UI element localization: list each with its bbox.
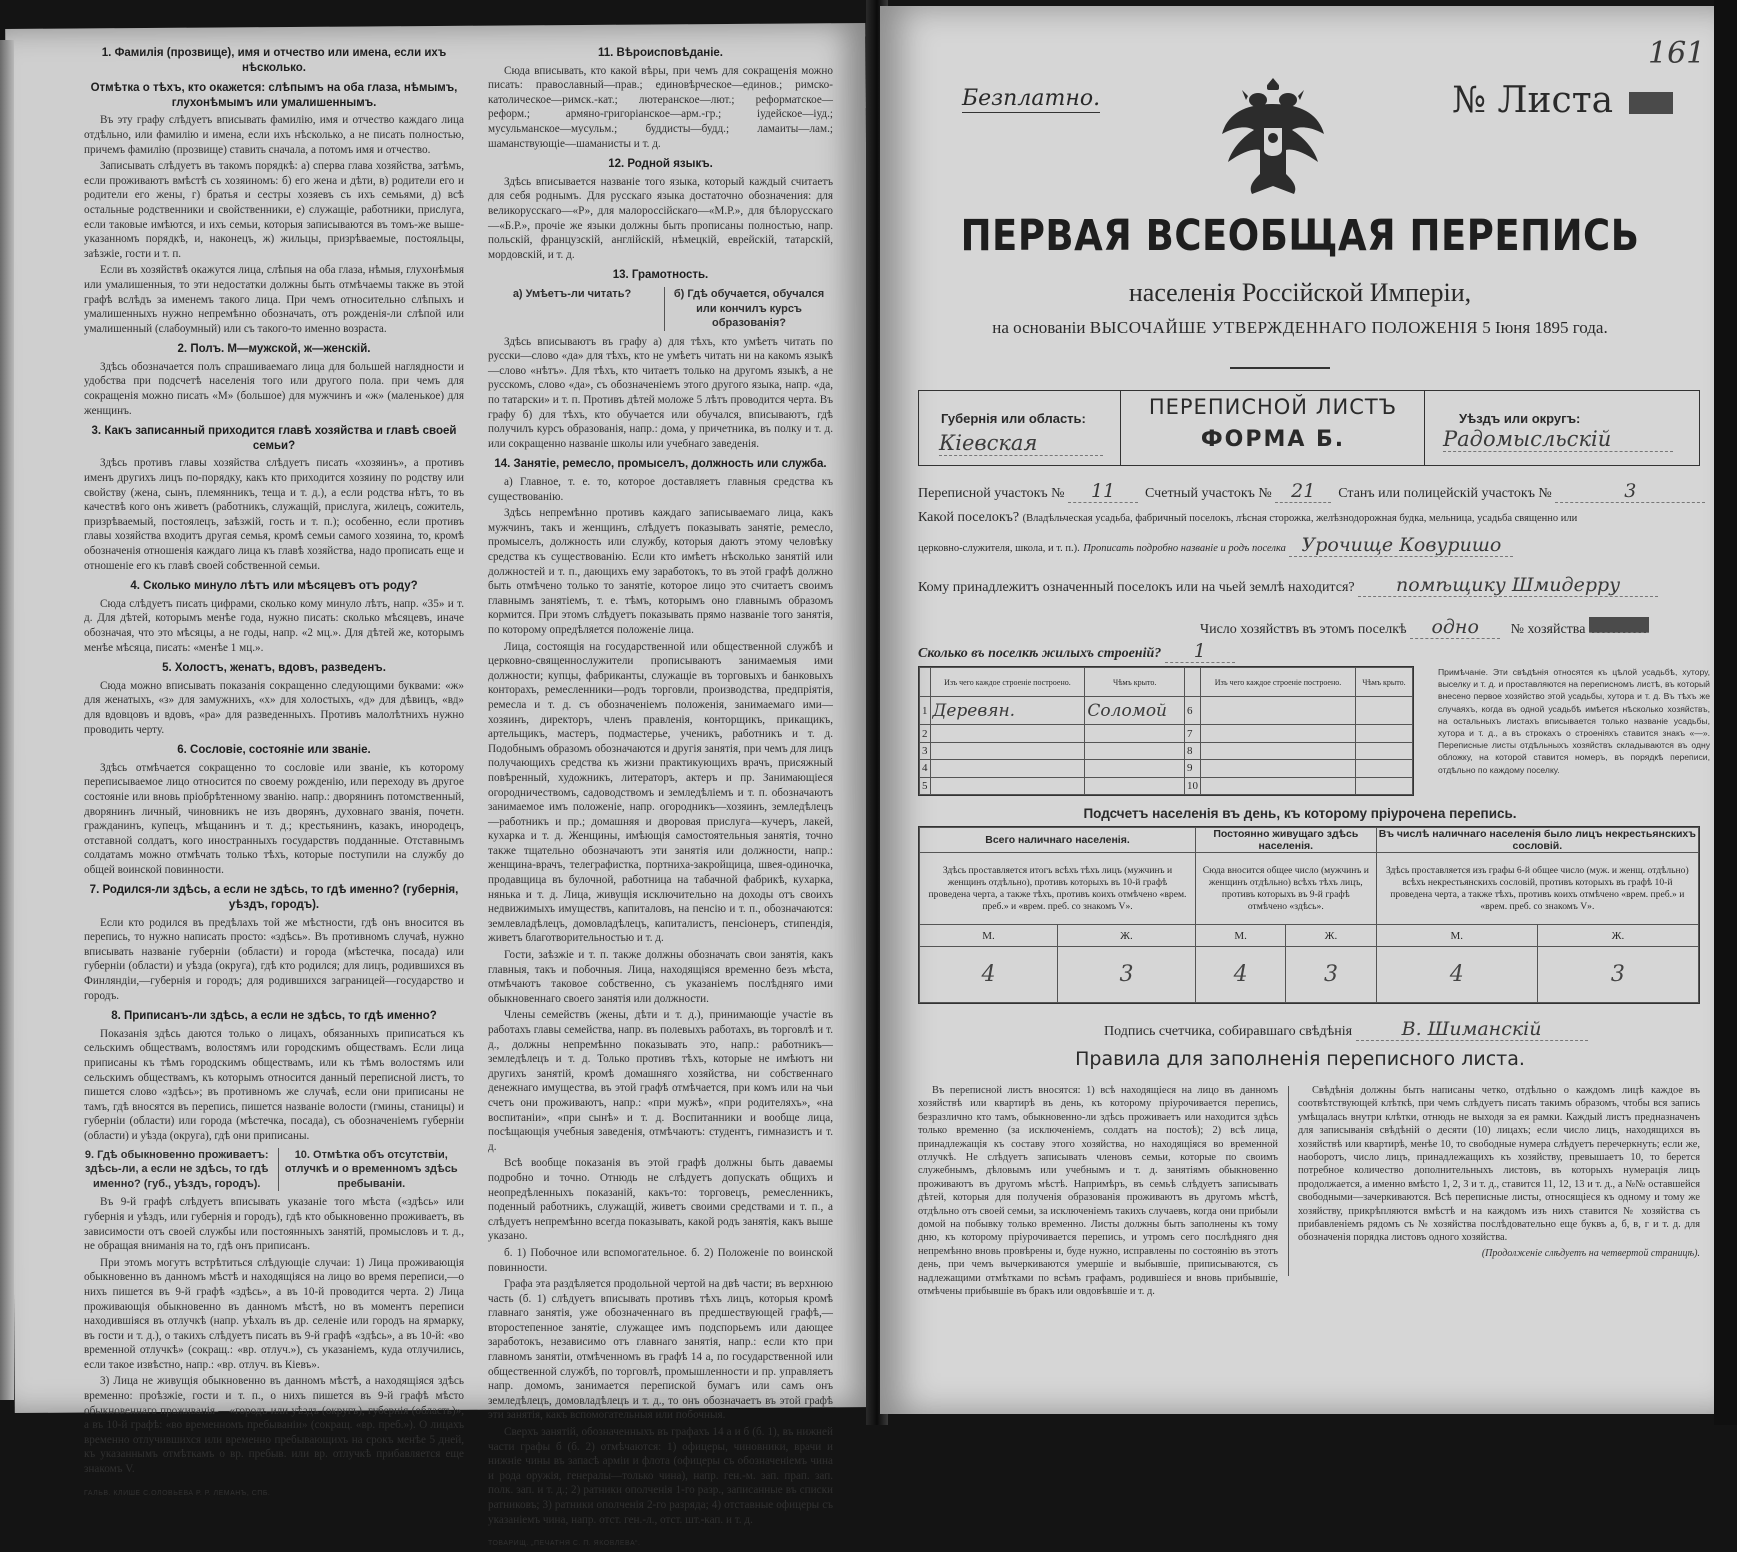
building-row [920, 760, 1413, 777]
count-section-value: 21 [1275, 480, 1331, 503]
settlement-note-2: церковно-служителя, школа, и т. п.). [918, 543, 1080, 554]
building-material [930, 742, 1085, 759]
building-material [1201, 760, 1356, 777]
census-section-label: Переписной участокъ № [918, 486, 1065, 501]
district-label: Уѣздъ или округъ: [1459, 411, 1581, 426]
paragraph: Здѣсь непремѣнно противъ каждаго записываемаго лица, какъ мужчинъ, такъ и женщинъ, слѣдуетъ показывать занятіе, ремесло, промыселъ, должность или службу, которыя даютъ этому человѣку средства къ существованію. Если кто имѣетъ нѣсколько занятій или должностей и т. п., дающихъ ему заработокъ, то въ этой графѣ должно быть отмѣчено только то занятіе, которое лицо это считаетъ своимъ главнымъ занятіемъ, т. е. тѣмъ, которымъ оно главнымъ образомъ кормится. При этомъ слѣдуетъ показывать прямо названіе того занятія, по которому опредѣляется положеніе лица. [488, 507, 833, 636]
material-header-2: Изъ чего каждое строеніе построено. [1201, 668, 1356, 697]
buildings-label: Сколько въ поселкѣ жилыхъ строеній? [918, 646, 1162, 661]
sheet-number-label: № Листа [1452, 80, 1614, 121]
settlement-row-2 [918, 534, 1513, 557]
building-number: 1 [920, 697, 931, 725]
buildings-value: 1 [1165, 640, 1235, 663]
household-number-value [1589, 617, 1649, 633]
paragraph: Если кто родился въ предѣлахъ той же мѣстности, гдѣ онъ вносится въ перепись, то нужно написать просто: «здѣсь». Въ противномъ случаѣ, нужно вписывать названіе губерніи (области) и города (мѣстечка, посада) или губерніи (области) и уѣзда (округа), гдѣ кто родился; для лицъ, родившихся въ Финляндіи,—губернія и городъ; для родившихся заграницей—государство и городъ. [84, 916, 464, 1002]
owner-value: помѣщику Шмидерру [1358, 574, 1658, 597]
female-header: Ж. [1537, 925, 1698, 947]
population-title: Подсчетъ населенія въ день, къ которому пріурочена перепись. [1083, 806, 1517, 821]
paragraph: Здѣсь вписывается названіе того языка, который каждый считаетъ для себя роднымъ. Для русскаго языка достаточно обозначения: для великорусскаго—«Р», для малороссійскаго—«М.Р.», для бѣлорусскаго—«Б.Р.», прочіе же языки должны быть прописаны полностью, напр. польскій, французскій, англійскій, нѣмецкій, еврейскій, татарскій, мордовскій, и т. д. [488, 175, 833, 261]
building-number: 9 [1185, 760, 1201, 777]
building-number: 4 [920, 760, 931, 777]
population-group-desc: Сюда вносится общее число (мужчинъ и женщинъ отдѣльно) всѣхъ тѣхъ лицъ, противъ которыхъ въ 9-й графѣ отмѣчено «здѣсь». [1195, 853, 1376, 925]
num-header-2 [1185, 668, 1201, 697]
rules-title: Правила для заполненія переписного листа. [1075, 1048, 1525, 1070]
instructions-column-2 [488, 40, 833, 1552]
building-roof [1355, 697, 1412, 725]
heading-left: а) Умѣетъ-ли читать? [512, 287, 632, 300]
paragraph: Сюда вписывать, кто какой вѣры, при чемъ для сокращенія можно писать: православный—прав.; единовѣрческое—единов.; римско-католическое—римск.-кат.; лютеранское—лют.; реформатское—реформ.; армяно-григоріанское—арм.-гр.; іудейское—іуд.; мусульманское—мусульм.; буддисты—будд.; ламаиты—лам.; шаманствующіе—шаманисты и т. д. [488, 64, 833, 150]
paragraph: При этомъ могутъ встрѣтиться слѣдующіе случаи: 1) Лица проживающія обыкновенно въ данномъ мѣстѣ и находящіяся на лицо во время переписи,—о нихъ пишется въ 9-й графѣ «здѣсь», а въ 10-й проводится черта. 2) Лица проживающія обыкновенно въ данномъ мѣстѣ, но въ моментъ переписи находившіяся въ отлучкѣ (напр. уѣхалъ въ др. селеніе или городъ на ярмарку, въ гости и т. д.), о такихъ слѣдуетъ писать въ 9-й графѣ «здѣсь», а въ 10-й: «во временной отлучкѣ» (сокращ.: «вр. отлуч.»), съ указаніемъ, куда отлучились, если такое извѣстно, напр.: «вр. отлуч. въ Кіевъ». [84, 1256, 464, 1371]
paragraph: Въ эту графу слѣдуетъ вписывать фамилію, имя и отчество каждаго лица отдѣльно, или фамилію и имена, если ихъ нѣсколько, а не писать полностью, причемъ фамилію (прозвище) ставить сначала, а потомъ имя и отчество. [84, 114, 464, 156]
heading-right: 10. Отмѣтка объ отсутствіи, отлучкѣ и о временномъ здѣсь пребываніи. [278, 1148, 465, 1192]
roof-header-2: Чѣмъ крыто. [1355, 668, 1412, 697]
households-row [1200, 616, 1649, 639]
instructions-column-1 [84, 40, 464, 1501]
building-roof [1355, 742, 1412, 759]
building-material [1201, 777, 1356, 794]
roof-header: Чѣмъ крыто. [1085, 668, 1185, 697]
page-stack-edge [0, 40, 14, 1400]
buildings-note: Примѣчаніе. Эти свѣдѣнія относятся къ цѣлой усадьбѣ, хутору, выселку и т. д. и проставляются на переписномъ листѣ, въ который внесено первое хозяйство этой усадьбы, хутора и т. д. Въ тѣхъ же случаяхъ, когда въ одной усадьбѣ имѣется нѣсколько хозяйствъ, на остальныхъ листахъ вписывается только названіе усадьбы, хутора и т. д., а въ строкахъ о строеніяхъ ставится знакъ «—». Переписные листы отдѣльныхъ хозяйствъ складываются въ одну обложку, на которой ставится номеръ, въ порядкѣ переписи, отдѣльно по каждому поселку. [1438, 667, 1710, 775]
paragraph: Здѣсь обозначается полъ спрашиваемаго лица для большей наглядности и удобства при подсчетѣ населенія того или другого пола. при чемъ для сокращенія можно писать «М» (большое) для мужчинъ и «ж» (маленькое) для женщинъ. [84, 360, 464, 417]
population-values-row [920, 947, 1699, 1003]
paragraph: Сверхъ занятій, обозначенныхъ въ графахъ 14 а и б (б. 1), въ нижней части графы б (б. 2) отмѣчаются: 1) офицеры, чиновники, врачи и нижніе чины въ запасѣ арміи и флота (офицеры съ обозначеніемъ чина и рода оружія, генералы—только чина), напр. ген.-м. зап. прап. зап. полк. зап. и т. д.; 2) ратники ополченія 1-го разр., записанные въ списки ратниковъ; 3) ратники ополченія 2-го разряда; 4) отставные офицеры съ указаніемъ чина, напр. отст. ген.-л., отст. шт.-кап. и т. д. [488, 1426, 833, 1526]
free-of-charge-label: Безплатно. [962, 86, 1101, 111]
district-cell [1425, 391, 1699, 465]
sheet-number [1452, 80, 1673, 121]
heading-left: 9. Гдѣ обыкновенно проживаетъ: здѣсь-ли, а если не здѣсь, то гдѣ именно? (губ., уѣздъ, городъ). [84, 1148, 269, 1190]
settlement-row [918, 510, 1577, 526]
building-number: 3 [920, 742, 931, 759]
paragraph: Гости, заѣзжіе и т. п. также должны обозначать свои занятія, какъ главныя, такъ и побочныя. Лица, находящіяся временно безъ мѣста, отмѣчаютъ таковое собственно, съ указаніемъ послѣдняго ими обыкновеннаго своего занятія или должности. [488, 949, 833, 1005]
building-material [1201, 697, 1356, 725]
paragraph: 3) Лица не живущія обыкновенно въ данномъ мѣстѣ, а находящіяся здѣсь временно: проѣзжіе, гости и т. п., о нихъ пишется въ 9-й графѣ мѣсто обыкновеннаго проживанія —«городъ или уѣздъ (округъ), губернія (область)», а въ 10-й графѣ: «во временномъ пребываніи» (сокращ. «вр. преб.»). О лицахъ временно отлучившихся или временно пребывающихъ на срокъ менѣе 5 дней, къ указаннымъ отмѣткамъ о вр. пребыв. или вр. отлучкѣ прибавляется еще знакомъ V. [84, 1375, 464, 1476]
rules-column-2 [1298, 1084, 1700, 1260]
building-number: 10 [1185, 777, 1201, 794]
rules-text-2: Свѣдѣнія должны быть написаны четко, отдѣльно о каждомъ лицѣ каждое въ соотвѣтствующей клѣткѣ, при чемъ слѣдуетъ писать такимъ образомъ, чтобы вся запись умѣщалась внутри клѣтки, отнюдь не выходя за ея рамки. Каждый листъ предназначенъ для записыванія свѣдѣній о десяти (10) лицахъ; если число лицъ, находящихся въ хозяйствѣ или квартирѣ, менѣе 10, то свободные нумера слѣдуетъ перечеркнуть; если же, наоборотъ, число лицъ, принадлежащихъ къ хозяйству, превышаетъ 10, то берется потребное количество дополнительныхъ листовъ, въ которыхъ нумерація лицъ продолжается, а именно вмѣсто 1, 2, 3 и т. д., ставится 11, 12, 13 и т. д., а №№ оставшейся свободными—зачеркиваются. Всѣ переписные листы, относящіеся къ одному и тому же хозяйству, прикрѣпляются вмѣстѣ и на каждомъ изъ нихъ ставится № хозяйства съ прибавленіемъ рядомъ съ № хозяйства послѣдовательно еще буквъ а, б, в, г и т. д. для обозначенія порядка листовъ одного хозяйства. [1298, 1085, 1700, 1244]
buildings-header-row [920, 668, 1413, 697]
building-number: 7 [1185, 725, 1201, 742]
household-number-label: № хозяйства [1510, 622, 1586, 637]
basis-prefix: на основаніи [992, 318, 1086, 337]
paragraph: Если въ хозяйствѣ окажутся лица, слѣпыя на оба глаза, нѣмыя, глухонѣмыя или умалишенныя, то эти недостатки должны быть отмѣчаемы также въ этой графѣ вслѣдъ за именемъ такого лица. При чемъ относительно слѣпыхъ и умалишенныхъ нужно непремѣнно обозначать, отъ рожденія-ли слѣпой или умалишенный (слабоумный) или съ такого-то именно возраста. [84, 264, 464, 335]
section-heading: 4. Сколько минуло лѣтъ или мѣсяцевъ отъ роду? [130, 580, 418, 593]
paragraph: Всѣ вообще показанія въ этой графѣ должны быть даваемы подробно и точно. Отнюдь не слѣдуетъ допускать общихъ и неопредѣленныхъ показаній, какъ-то: торговецъ, ремесленникъ, поденный работникъ, служащій, живетъ своими средствами и т. п., а слѣдуетъ непремѣнно всегда показывать, какой родъ занятія, какъ выше указано. [488, 1157, 833, 1243]
police-section-value: 3 [1555, 480, 1705, 503]
population-sex-row [920, 925, 1699, 947]
female-count: 3 [1057, 947, 1195, 1003]
households-label: Число хозяйствъ въ этомъ поселкѣ [1200, 622, 1407, 637]
building-roof [1355, 777, 1412, 794]
building-roof [1355, 760, 1412, 777]
section-heading: 13. Грамотность. [612, 269, 709, 282]
population-group-desc: Здѣсь проставляется итогъ всѣхъ тѣхъ лицъ (мужчинъ и женщинъ отдѣльно), противъ которыхъ въ 10-й графѣ проведена черта, а также тѣхъ, противъ коихъ отмѣчено «врем. преб.» и «врем. преб. со знакомъ V». [920, 853, 1196, 925]
paragraph: Графа эта раздѣляется продольной чертой на двѣ части; въ верхнюю часть (б. 1) слѣдуетъ вписывать противъ тѣхъ лицъ, которыя кромѣ главнаго занятія, уже обозначеннаго въ предшествующей графѣ,—второстепенное занятіе, служащее имъ подспорьемъ или дающее заработокъ, независимо отъ главнаго занятія, напр.: если кто при главномъ занятіи, отмѣченномъ въ графѣ 14 а, по государственной или общественной службѣ, по торговлѣ, промышленности и пр. управляетъ напр. домомъ, занимается перепиской бумагъ или самъ онъ земледѣлецъ, домовладѣлецъ и т. д., то онъ обозначаетъ въ этой графѣ эти занятія, какъ вспомогательныя или побочныя. [488, 1278, 833, 1422]
printer-imprint: ТОВАРИЩ. „ПЕЧАТНЯ С. П. ЯКОВЛЕВА“. [488, 1540, 641, 1548]
paragraph: Сюда можно вписывать показанія сокращенно следующими буквами: «ж» для женатыхъ, «з» для замужнихъ, «х» для холостыхъ, «д» для дѣвицъ, «вд» для вдовцовъ и вдовъ, «ра» для разведенныхъ. Противъ малолѣтнихъ нужно проводить черту. [84, 679, 464, 736]
section-heading: 7. Родился-ли здѣсь, а если не здѣсь, то гдѣ именно? (губернія, уѣздъ, городъ). [89, 884, 459, 912]
building-roof [1085, 760, 1185, 777]
rules-column-1 [918, 1084, 1278, 1299]
male-header: М. [1376, 925, 1537, 947]
population-group-row [920, 828, 1699, 853]
building-number: 5 [920, 777, 931, 794]
section-heading: 6. Сословіе, состояніе или званіе. [177, 744, 371, 757]
population-group-desc: Здѣсь проставляется изъ графы 6-й общее число (муж. и женщ. отдѣльно) всѣхъ некрестьянскихъ сословій, противъ которыхъ въ графѣ 10-й проведена черта, а также тѣхъ, противъ коихъ отмѣчено «врем. преб.» и «врем. преб. со знакомъ V». [1376, 853, 1698, 925]
male-header: М. [920, 925, 1058, 947]
households-value: одно [1410, 616, 1500, 639]
building-material [930, 725, 1085, 742]
building-material [1201, 725, 1356, 742]
female-count: 3 [1537, 947, 1698, 1003]
paragraph: Лица, состоящія на государственной или общественной службѣ и церковно-священнослужители прописываютъ занимаемыя ими должности; купцы, фабриканты, служащіе въ торговыхъ и банковыхъ конторахъ, ремесленники—родъ торговли, производства, предпріятія, ремесла и т. д. съ обозначеніемъ положенія, занимаемаго ими—хозяинъ, директоръ, членъ правленія, конторщикъ, прикащикъ, артельщикъ, мастеръ, подмастерье, ученикъ, работникъ и т. д. Подобнымъ образомъ обозначаются и другія занятія, при чемъ для лицъ получающихъ средства къ жизни практикующихъ врачъ, присяжный повѣренный, художникъ, литераторъ, актеръ и пр. Занимающіеся огородничествомъ, садоводствомъ и земледѣліемъ и т. п. обозначаютъ занимаемое имъ положеніе, напр. огородникъ—хозяинъ, земледѣлецъ—работникъ и пр.; домашняя и дворовая прислуга—кучеръ, лакей, кухарка и т. д. Женщины, имѣющія самостоятельныя занятія, точно также тщательно обозначаютъ эти занятія или должности, напр.: женщина-врачъ, телеграфистка, портниха-закройщица, швея-одиночка, продавщица въ булочной, работница на табачной фабрикѣ, кухарка, нянька и т. д. Лица, живущія исключительно на доходы отъ своихъ недвижимыхъ имуществъ, капиталовъ, на пенсію и т. п., обозначаются: землевладѣлецъ, домовладѣлецъ, капиталистъ, пенсіонеръ, стипендія, живетъ благотворительностью и т. д. [488, 640, 833, 945]
divider [1230, 367, 1330, 369]
population-group-title: Всего наличнаго населенія. [920, 828, 1196, 853]
paragraph: Сюда слѣдуетъ писать цифрами, сколько кому минуло лѣтъ, напр. «35» и т. д. Для дѣтей, которымъ менѣе года, нужно писать: сколько мѣсяцевъ, иначе обозначая, что это мѣсяцы, а не годы, напр. «2 мц.». Для дѣтей же, которымъ менѣе мѣсяца, писать: «менѣе 1 мц.». [84, 597, 464, 654]
paragraph: б. 1) Побочное или вспомогательное. б. 2) Положеніе по воинской повинности. [488, 1246, 833, 1274]
sheet-number-value [1629, 92, 1673, 114]
building-number: 2 [920, 725, 931, 742]
section-heading: Отмѣтка о тѣхъ, кто окажется: слѣпымъ на оба глаза, нѣмымъ, глухонѣмымъ или умалишеннымъ. [90, 82, 458, 109]
census-section-value: 11 [1068, 480, 1138, 503]
building-material [1201, 742, 1356, 759]
census-subtitle: населенія Россійской Имперіи, [1128, 278, 1472, 307]
owner-label: Кому принадлежитъ означенный поселокъ или на чьей землѣ находится? [918, 580, 1355, 595]
paragraph: Здѣсь противъ главы хозяйства слѣдуетъ писать «хозяинъ», а противъ именъ другихъ лицъ по-порядку, какъ кто приходится хозяину по родству или свойству (жена, сынъ, племянникъ, теща и т. д.), а если родства нѣтъ, то въ качествѣ кого онъ живетъ (работникъ, служащій, прислуга, жилецъ, сожитель, призрѣваемый, постоялецъ, заѣзжій, гость и т. п.); особенно, если противъ главы хозяйства входитъ другая семья, кромѣ семьи самого хозяина, то, кромѣ обозначенія отношенія каждаго лица къ главѣ хозяйства, надо прописать еще и отношеніе его къ главѣ своей собственной семьи. [84, 457, 464, 572]
rules-text-1: Въ переписной листъ вносятся: 1) всѣ находящіеся на лицо въ данномъ хозяйствѣ или квартирѣ въ день, къ которому пріурочивается перепись, безразлично кто тамъ, обыкновенно-ли здѣсь проживаетъ или находится здѣсь только временно (за исключеніемъ, солдатъ на постоѣ); 2) всѣ лица, принадлежащія къ составу этого хозяйства, но находящіяся во временной отлучкѣ. Не слѣдуетъ записывать членовъ семьи, которые по своимъ служебнымъ, дѣловымъ или учебнымъ и т. д. занятіямъ обыкновенно проживаютъ въ другомъ мѣстѣ. Напримѣръ, въ семьѣ слѣдуетъ записывать дѣтей, которыя для полученія образованія проживаютъ въ другомъ мѣстѣ, отдѣльно отъ своей семьи, за исключеніемъ такихъ случаевъ, когда они прибыли домой на побывку только временно. Листы должны быть заполнены къ тому дню, къ которому пріурочивается перепись, и утромъ сего послѣдняго дня непремѣнно вновь провѣрены и, буде нужно, исправлены по состоянію въ этотъ день, при чемъ вычеркиваются умершіе и выбывшіе, приписываются, съ надлежащими отмѣтками по всѣмъ графамъ, родившіеся и вновь прибывшіе, отмѣчены прибывшіе въ бракъ или овдовѣвшіе и т. д. [918, 1085, 1278, 1298]
settlement-label: Какой поселокъ? [918, 510, 1020, 525]
paragraph: Въ 9-й графѣ слѣдуетъ вписывать указаніе того мѣста («здѣсь» или губернія и уѣздъ, или губернія и городъ), гдѣ кто обыкновенно проживаетъ, въ зависимости отъ своей службы или постоянныхъ занятій, промысловъ и т. д., не обращая вниманія на то, гдѣ онъ приписанъ. [84, 1196, 464, 1253]
population-group-title: Въ числѣ наличнаго населенія было лицъ некрестьянскихъ сословій. [1376, 828, 1698, 853]
section-row [918, 480, 1705, 503]
female-header: Ж. [1286, 925, 1376, 947]
settlement-note-italic: Прописать подробно названіе и родъ поселка [1083, 543, 1286, 554]
building-roof: Соломой [1085, 697, 1185, 725]
basis-suffix: 5 Іюня 1895 года. [1482, 318, 1608, 337]
buildings-table [918, 666, 1414, 796]
building-roof [1085, 742, 1185, 759]
section-heading: 8. Приписанъ-ли здѣсь, а если не здѣсь, то гдѣ именно? [111, 1010, 437, 1023]
building-row [920, 777, 1413, 794]
building-number: 8 [1185, 742, 1201, 759]
imperial-eagle-crest-icon [1218, 74, 1328, 202]
province-value: Кіевская [939, 431, 1103, 456]
paragraph: а) Главное, т. е. то, которое доставляетъ главныя средства къ существованію. [488, 476, 833, 503]
population-desc-row [920, 853, 1699, 925]
building-row [920, 725, 1413, 742]
building-roof [1355, 725, 1412, 742]
paragraph: Здѣсь отмѣчается сокращенно то сословіе или званіе, къ которому переписываемое лицо относится по своему рожденію, или переходу въ другое состояніе или вновь пріобрѣтенному званію. напр.: дворянинъ потомственный, дворянинъ личный, чиновникъ не изъ дворянъ, духовнаго званія, почетн. гражданинъ, купецъ, мѣщанинъ и т. д.; крестьянинъ, казакъ, инородецъ, отставной солдатъ, кого иностранныхъ государствъ подданные. Отставнымъ солдатамъ можно отмѣчать только тѣхъ, которые поступили на службу до общей воинской повинности. [84, 761, 464, 876]
heading-right: б) Гдѣ обучается, обучался или кончилъ курсъ образованія? [664, 287, 833, 331]
buildings-row [918, 640, 1235, 663]
split-heading [488, 287, 833, 331]
paragraph: Члены семействъ (жены, дѣти и т. д.), принимающіе участіе въ работахъ главы семейства, напр. въ полевыхъ работахъ, въ торговлѣ и т. д., должны непремѣнно показывать это, напр.: работникъ—земледѣлецъ и т. д. Только противъ тѣхъ, которые не имѣютъ ни другихъ занятій, кромѣ домашняго хозяйства, ни собственнаго денежнаго имущества, въ этой графѣ отмѣчается, при комъ или на чьи счетъ они проживаютъ, напр.: «при мужѣ», «при родителяхъ», «на воспитаніи», «при сынѣ» и т. д. Воспитанники и вообще лица, посѣщающія учебныя заведенія, отмѣчаютъ: студентъ, гимназистъ и т. д. [488, 1009, 833, 1153]
section-heading: 1. Фамилія (прозвище), имя и отчество или имена, если ихъ нѣсколько. [101, 47, 447, 74]
printer-imprint: ГАЛЬВ. КЛИШЕ С.ОЛОВЬЕВА Р. Р. ЛЕМАНЪ, СПБ. [84, 1489, 271, 1497]
count-section-label: Счетный участокъ № [1145, 486, 1272, 501]
section-heading: 14. Занятіе, ремесло, промыселъ, должность или служба. [494, 458, 827, 471]
female-header: Ж. [1057, 925, 1195, 947]
continued-note: (Продолженіе слѣдуетъ на четвертой страницѣ). [1481, 1247, 1700, 1259]
split-heading [84, 1148, 464, 1192]
building-number: 6 [1185, 697, 1201, 725]
settlement-value: Урочище Ковуришо [1289, 534, 1513, 557]
form-title: ПЕРЕПИСНОЙ ЛИСТЪ [1148, 395, 1398, 419]
settlement-note: (Владѣльческая усадьба, фабричный поселокъ, лѣсная сторожка, желѣзнодорожная будка, мельница, усадьба священно или [1022, 513, 1578, 524]
province-label: Губернія или область: [941, 411, 1086, 426]
signature-label: Подпись счетчика, собиравшаго свѣдѣнія [1104, 1024, 1353, 1039]
signature-row [1104, 1018, 1588, 1041]
paragraph: Записывать слѣдуетъ въ такомъ порядкѣ: а) сперва глава хозяйства, затѣмъ, если проживаютъ вмѣстѣ съ хозяиномъ: б) его жена и дѣти, в) родители его и родители его жены, г) братья и сестры хозяевъ съ ихъ семьями, д) всѣ остальные родственники и свойственники, е) служащіе, работники, прислуга, если таковые имѣются, и ихъ семьи, которыя записываются въ томъ-же выше-указанномъ порядкѣ, и, наконецъ, ж) жильцы, призрѣваемые, постояльцы, заѣзжіе, гости и т. п. [84, 160, 464, 260]
population-table [918, 826, 1700, 1004]
building-roof [1085, 725, 1185, 742]
male-count: 4 [1376, 947, 1537, 1003]
province-cell [919, 391, 1121, 465]
paragraph: Показанія здѣсь даются только о лицахъ, обязанныхъ приписаться къ сельскимъ обществамъ, волостямъ или городскимъ обществамъ. Если лица приписаны къ тѣмъ городскимъ обществамъ, или къ тѣмъ волостямъ или сельскимъ обществамъ, къ которымъ относится данный переписной листъ, то пишется слово «здѣсь»; въ противномъ же случаѣ, если они приписаны не тамъ, гдѣ вносятся въ перепись, пишется названіе волости (гмины, станицы) и губерніи (области) или города (мѣстечка, посада), съ обозначеніемъ губерніи (области) и уѣзда (округа), гдѣ они приписаны. [84, 1027, 464, 1142]
section-heading: 3. Какъ записанный приходится главѣ хозяйства и главѣ своей семьи? [91, 425, 457, 452]
male-count: 4 [1195, 947, 1285, 1003]
basis-caps: ВЫСОЧАЙШЕ УТВЕРЖДЕННАГО ПОЛОЖЕНІЯ [1089, 318, 1478, 337]
signature-value: В. Шиманскій [1356, 1018, 1588, 1041]
section-heading: 2. Полъ. М—мужской, ж—женскій. [177, 343, 371, 356]
police-section-label: Станъ или полицейскій участокъ № [1338, 486, 1552, 501]
section-heading: 11. Вѣроисповѣданіе. [598, 47, 723, 59]
building-roof [1085, 777, 1185, 794]
building-material: Деревян. [930, 697, 1085, 725]
census-title: ПЕРВАЯ ВСЕОБЩАЯ ПЕРЕПИСЬ [960, 210, 1640, 261]
building-row [920, 697, 1413, 725]
rules-divider [1288, 1086, 1289, 1276]
handwritten-page-number: 161 [1648, 36, 1706, 71]
legal-basis [880, 318, 1720, 338]
district-value: Радомысльскій [1443, 427, 1673, 452]
owner-row [918, 574, 1658, 597]
form-type: ФОРМА Б. [1200, 427, 1346, 452]
material-header: Изъ чего каждое строеніе построено. [930, 668, 1085, 697]
male-header: М. [1195, 925, 1285, 947]
section-heading: 5. Холостъ, женатъ, вдовъ, разведенъ. [162, 662, 386, 675]
building-material [930, 760, 1085, 777]
form-header-frame [918, 390, 1700, 466]
population-group-title: Постоянно живущаго здѣсь населенія. [1195, 828, 1376, 853]
paragraph: Здѣсь вписываютъ въ графу а) для тѣхъ, кто умѣетъ читать по русски—слово «да» для тѣхъ, кто не умѣетъ читать ни на какомъ языкѣ—слово «нѣтъ». Для тѣхъ, кто читаетъ только на другомъ языкѣ, а не русскомъ, слово «да», съ обозначеніемъ этого другого языка, напр. «да, по татарски» и т. п. Противъ дѣтей моложе 5 лѣтъ проводится черта. Въ графу б) для тѣхъ, кто обучается или обучался, вписываютъ, гдѣ получилъ курсъ образованія, напр.: дома, у причетника, въ полку и т. д. или сокращенно названіе школы или учебнаго заведенія. [488, 335, 833, 450]
building-material [930, 777, 1085, 794]
female-count: 3 [1286, 947, 1376, 1003]
building-row [920, 742, 1413, 759]
form-title-cell [1121, 391, 1425, 465]
male-count: 4 [920, 947, 1058, 1003]
section-heading: 12. Родной языкъ. [608, 158, 713, 171]
num-header [920, 668, 931, 697]
